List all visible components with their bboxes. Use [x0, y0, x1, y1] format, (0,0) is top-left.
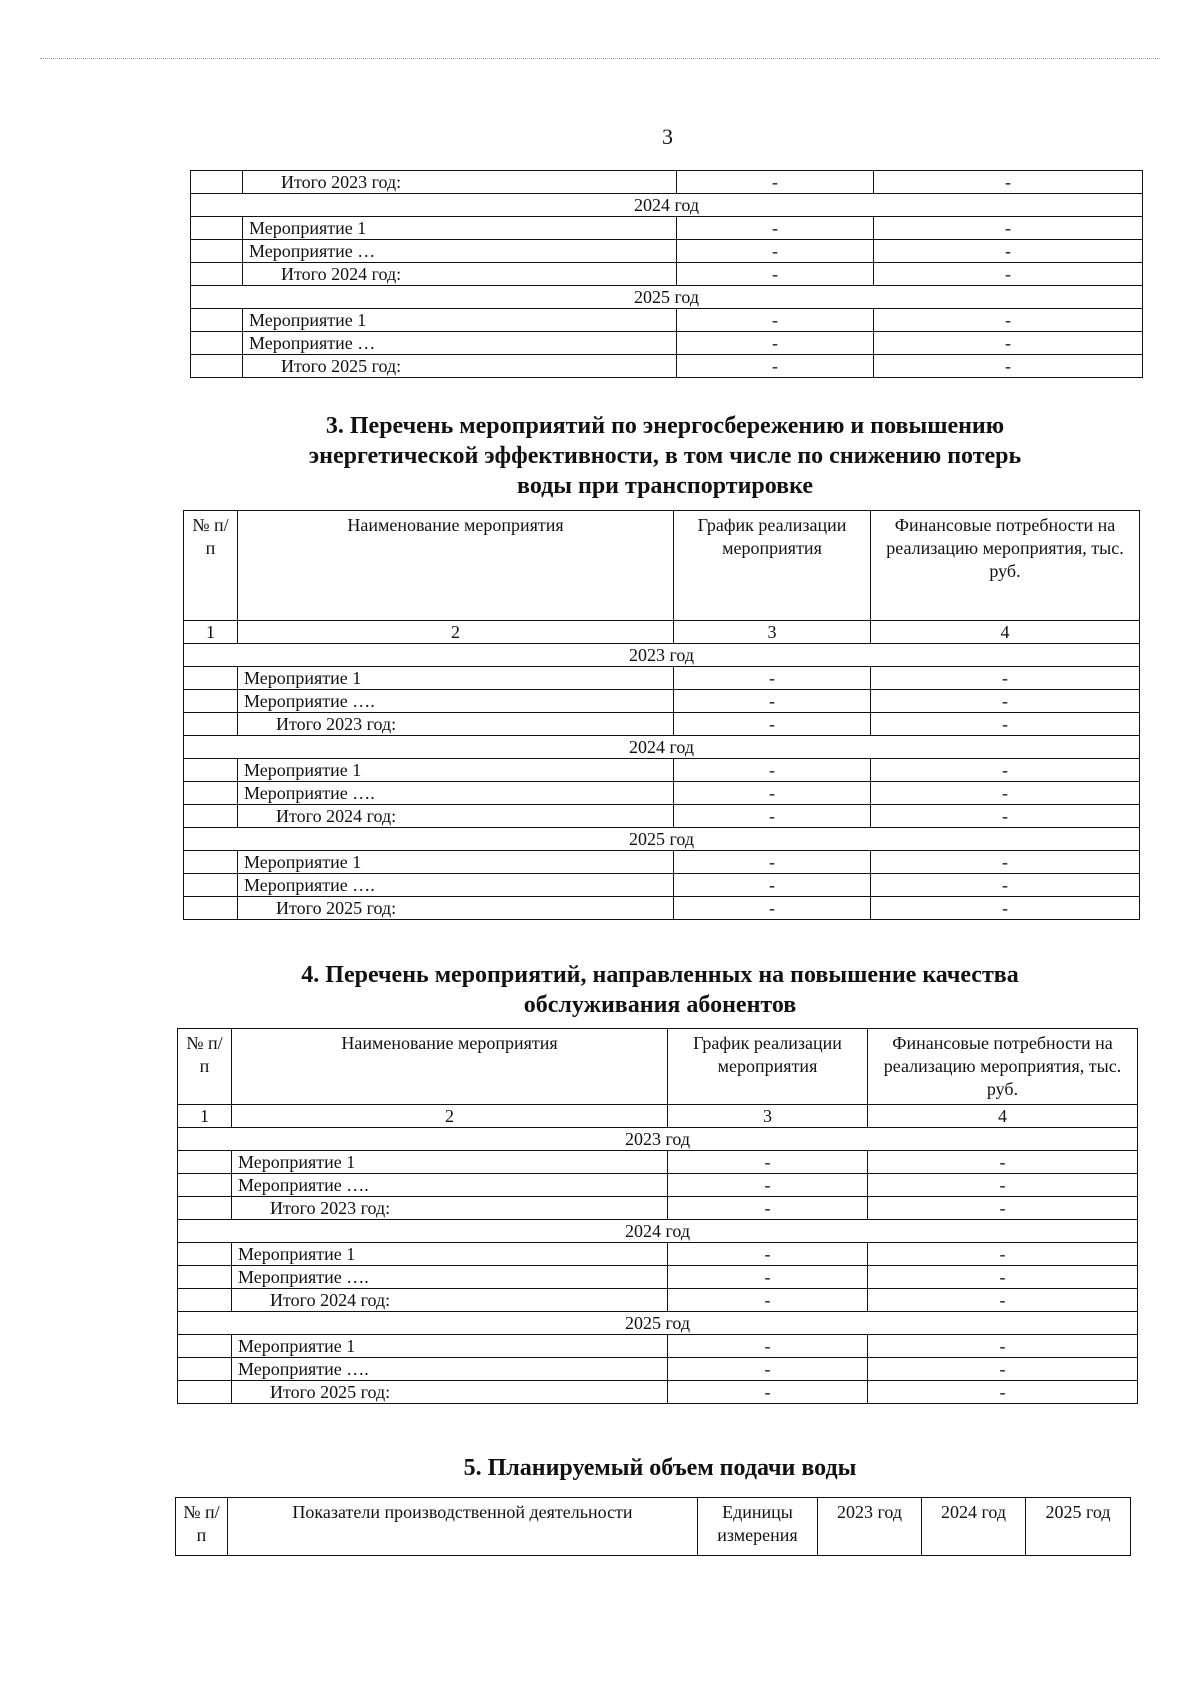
schedule-cell: -: [677, 332, 874, 355]
year-row: [184, 828, 1140, 851]
activity-name: Мероприятие 1: [238, 667, 674, 690]
section-3-title-line-2: энергетической эффективности, в том числе по снижению потерь: [308, 443, 1022, 469]
finance-cell: -: [868, 1358, 1138, 1381]
row-number-cell: [184, 759, 238, 782]
section-3-title: [185, 411, 1145, 501]
finance-cell: -: [871, 713, 1140, 736]
col-number-2: 2: [232, 1105, 668, 1128]
section-3-title-line-3: воды при транспортировке: [517, 473, 813, 499]
table-row: [184, 851, 1140, 874]
year-row: [184, 644, 1140, 667]
schedule-cell: -: [668, 1358, 868, 1381]
table-section-3: [183, 510, 1140, 920]
schedule-cell: -: [677, 309, 874, 332]
finance-cell: -: [868, 1197, 1138, 1220]
total-row: [191, 263, 1143, 286]
finance-cell: -: [871, 667, 1140, 690]
total-label: Итого 2023 год:: [238, 713, 674, 736]
total-label: Итого 2025 год:: [238, 897, 674, 920]
row-number-cell: [191, 355, 243, 378]
row-number-cell: [178, 1358, 232, 1381]
table-row: [178, 1266, 1138, 1289]
total-row: [178, 1381, 1138, 1404]
year-row: [178, 1220, 1138, 1243]
row-number-cell: [178, 1151, 232, 1174]
total-label: Итого 2024 год:: [238, 805, 674, 828]
finance-cell: -: [871, 782, 1140, 805]
total-row: [184, 713, 1140, 736]
row-number-cell: [178, 1197, 232, 1220]
table-row: [184, 782, 1140, 805]
finance-cell: -: [874, 240, 1143, 263]
col-number-3: 3: [668, 1105, 868, 1128]
schedule-cell: -: [674, 690, 871, 713]
total-label: Итого 2023 год:: [243, 171, 677, 194]
finance-cell: -: [874, 355, 1143, 378]
schedule-cell: -: [677, 263, 874, 286]
table-row: [178, 1151, 1138, 1174]
year-row: [191, 286, 1143, 309]
activity-name: Мероприятие ….: [232, 1358, 668, 1381]
header-schedule: График реализации мероприятия: [668, 1029, 868, 1105]
activity-name: Мероприятие 1: [243, 309, 677, 332]
row-number-cell: [178, 1243, 232, 1266]
header-units: Единицы измерения: [698, 1498, 818, 1556]
year-label: 2025 год: [191, 286, 1143, 309]
table-row: [191, 217, 1143, 240]
finance-cell: -: [871, 874, 1140, 897]
total-row: [184, 805, 1140, 828]
schedule-cell: -: [668, 1197, 868, 1220]
schedule-cell: -: [674, 874, 871, 897]
schedule-cell: -: [668, 1289, 868, 1312]
table-section-4: [177, 1028, 1138, 1404]
year-label: 2025 год: [184, 828, 1140, 851]
row-number-cell: [178, 1335, 232, 1358]
activity-name: Мероприятие ….: [232, 1266, 668, 1289]
table-row: [184, 759, 1140, 782]
row-number-cell: [184, 897, 238, 920]
header-year-2025: 2025 год: [1026, 1498, 1131, 1556]
schedule-cell: -: [674, 713, 871, 736]
row-number-cell: [184, 805, 238, 828]
column-number-row: [184, 621, 1140, 644]
finance-cell: -: [868, 1381, 1138, 1404]
row-number-cell: [191, 263, 243, 286]
activity-name: Мероприятие 1: [232, 1335, 668, 1358]
activity-name: Мероприятие …: [243, 240, 677, 263]
row-number-cell: [191, 332, 243, 355]
finance-cell: -: [874, 217, 1143, 240]
finance-cell: -: [868, 1151, 1138, 1174]
table-row: [178, 1358, 1138, 1381]
finance-cell: -: [868, 1289, 1138, 1312]
header-num: № п/п: [176, 1498, 228, 1556]
total-row: [178, 1197, 1138, 1220]
finance-cell: -: [874, 171, 1143, 194]
year-row: [178, 1128, 1138, 1151]
schedule-cell: -: [674, 805, 871, 828]
schedule-cell: -: [677, 217, 874, 240]
schedule-cell: -: [668, 1335, 868, 1358]
year-label: 2025 год: [178, 1312, 1138, 1335]
table-header-row: [176, 1498, 1131, 1556]
year-row: [191, 194, 1143, 217]
schedule-cell: -: [674, 851, 871, 874]
row-number-cell: [191, 309, 243, 332]
activity-name: Мероприятие ….: [238, 874, 674, 897]
section-3-title-line-1: 3. Перечень мероприятий по энергосбережению и повышению: [325, 413, 1005, 439]
col-number-1: 1: [178, 1105, 232, 1128]
header-num: № п/п: [178, 1029, 232, 1105]
table-row: [191, 332, 1143, 355]
col-number-1: 1: [184, 621, 238, 644]
schedule-cell: -: [677, 240, 874, 263]
activity-name: Мероприятие 1: [232, 1243, 668, 1266]
finance-cell: -: [871, 851, 1140, 874]
column-number-row: [178, 1105, 1138, 1128]
table-section-5: [175, 1497, 1131, 1556]
row-number-cell: [178, 1289, 232, 1312]
table-row: [191, 240, 1143, 263]
year-label: 2024 год: [191, 194, 1143, 217]
row-number-cell: [191, 171, 243, 194]
activity-name: Мероприятие ….: [238, 782, 674, 805]
row-number-cell: [184, 667, 238, 690]
row-number-cell: [184, 690, 238, 713]
year-label: 2024 год: [178, 1220, 1138, 1243]
total-row: [178, 1289, 1138, 1312]
col-number-3: 3: [674, 621, 871, 644]
table-continuation: [190, 170, 1143, 378]
section-4-title-line-1: 4. Перечень мероприятий, направленных на повышение качества: [301, 962, 1019, 988]
year-row: [184, 736, 1140, 759]
row-number-cell: [178, 1174, 232, 1197]
header-year-2024: 2024 год: [922, 1498, 1026, 1556]
table-row: [184, 874, 1140, 897]
finance-cell: -: [874, 332, 1143, 355]
year-label: 2024 год: [184, 736, 1140, 759]
activity-name: Мероприятие ….: [238, 690, 674, 713]
table-row: [178, 1335, 1138, 1358]
table-header-row: [178, 1029, 1138, 1105]
total-label: Итого 2023 год:: [232, 1197, 668, 1220]
total-row: [191, 171, 1143, 194]
schedule-cell: -: [668, 1174, 868, 1197]
row-number-cell: [191, 217, 243, 240]
row-number-cell: [178, 1381, 232, 1404]
schedule-cell: -: [677, 355, 874, 378]
total-row: [191, 355, 1143, 378]
section-4-title: [180, 960, 1140, 1020]
row-number-cell: [184, 782, 238, 805]
header-num: № п/п: [184, 511, 238, 621]
page-number: 3: [662, 124, 673, 149]
finance-cell: -: [868, 1243, 1138, 1266]
table-row: [178, 1174, 1138, 1197]
header-name: Наименование мероприятия: [238, 511, 674, 621]
header-year-2023: 2023 год: [818, 1498, 922, 1556]
activity-name: Мероприятие 1: [232, 1151, 668, 1174]
activity-name: Мероприятие 1: [238, 851, 674, 874]
finance-cell: -: [871, 690, 1140, 713]
header-indicators: Показатели производственной деятельности: [228, 1498, 698, 1556]
finance-cell: -: [871, 805, 1140, 828]
row-number-cell: [191, 240, 243, 263]
schedule-cell: -: [668, 1243, 868, 1266]
header-finance: Финансовые потребности на реализацию мероприятия, тыс. руб.: [868, 1029, 1138, 1105]
header-name: Наименование мероприятия: [232, 1029, 668, 1105]
header-finance: Финансовые потребности на реализацию мероприятия, тыс. руб.: [871, 511, 1140, 621]
section-4-title-line-2: обслуживания абонентов: [523, 992, 797, 1018]
schedule-cell: -: [677, 171, 874, 194]
total-label: Итого 2025 год:: [243, 355, 677, 378]
total-row: [184, 897, 1140, 920]
schedule-cell: -: [674, 667, 871, 690]
finance-cell: -: [871, 897, 1140, 920]
activity-name: Мероприятие …: [243, 332, 677, 355]
table-row: [184, 690, 1140, 713]
schedule-cell: -: [674, 897, 871, 920]
finance-cell: -: [868, 1335, 1138, 1358]
year-label: 2023 год: [178, 1128, 1138, 1151]
year-label: 2023 год: [184, 644, 1140, 667]
finance-cell: -: [868, 1174, 1138, 1197]
activity-name: Мероприятие ….: [232, 1174, 668, 1197]
table-row: [184, 667, 1140, 690]
total-label: Итого 2024 год:: [243, 263, 677, 286]
col-number-4: 4: [871, 621, 1140, 644]
row-number-cell: [184, 874, 238, 897]
total-label: Итого 2025 год:: [232, 1381, 668, 1404]
activity-name: Мероприятие 1: [243, 217, 677, 240]
row-number-cell: [178, 1266, 232, 1289]
schedule-cell: -: [668, 1266, 868, 1289]
section-5-title: 5. Планируемый объем подачи воды: [463, 1455, 857, 1481]
row-number-cell: [184, 713, 238, 736]
total-label: Итого 2024 год:: [232, 1289, 668, 1312]
col-number-2: 2: [238, 621, 674, 644]
finance-cell: -: [871, 759, 1140, 782]
finance-cell: -: [874, 263, 1143, 286]
header-schedule: График реализации мероприятия: [674, 511, 871, 621]
finance-cell: -: [868, 1266, 1138, 1289]
schedule-cell: -: [674, 782, 871, 805]
year-row: [178, 1312, 1138, 1335]
schedule-cell: -: [668, 1151, 868, 1174]
scan-artifact-line: [40, 58, 1160, 59]
finance-cell: -: [874, 309, 1143, 332]
schedule-cell: -: [674, 759, 871, 782]
table-header-row: [184, 511, 1140, 621]
row-number-cell: [184, 851, 238, 874]
activity-name: Мероприятие 1: [238, 759, 674, 782]
schedule-cell: -: [668, 1381, 868, 1404]
table-row: [191, 309, 1143, 332]
table-row: [178, 1243, 1138, 1266]
col-number-4: 4: [868, 1105, 1138, 1128]
